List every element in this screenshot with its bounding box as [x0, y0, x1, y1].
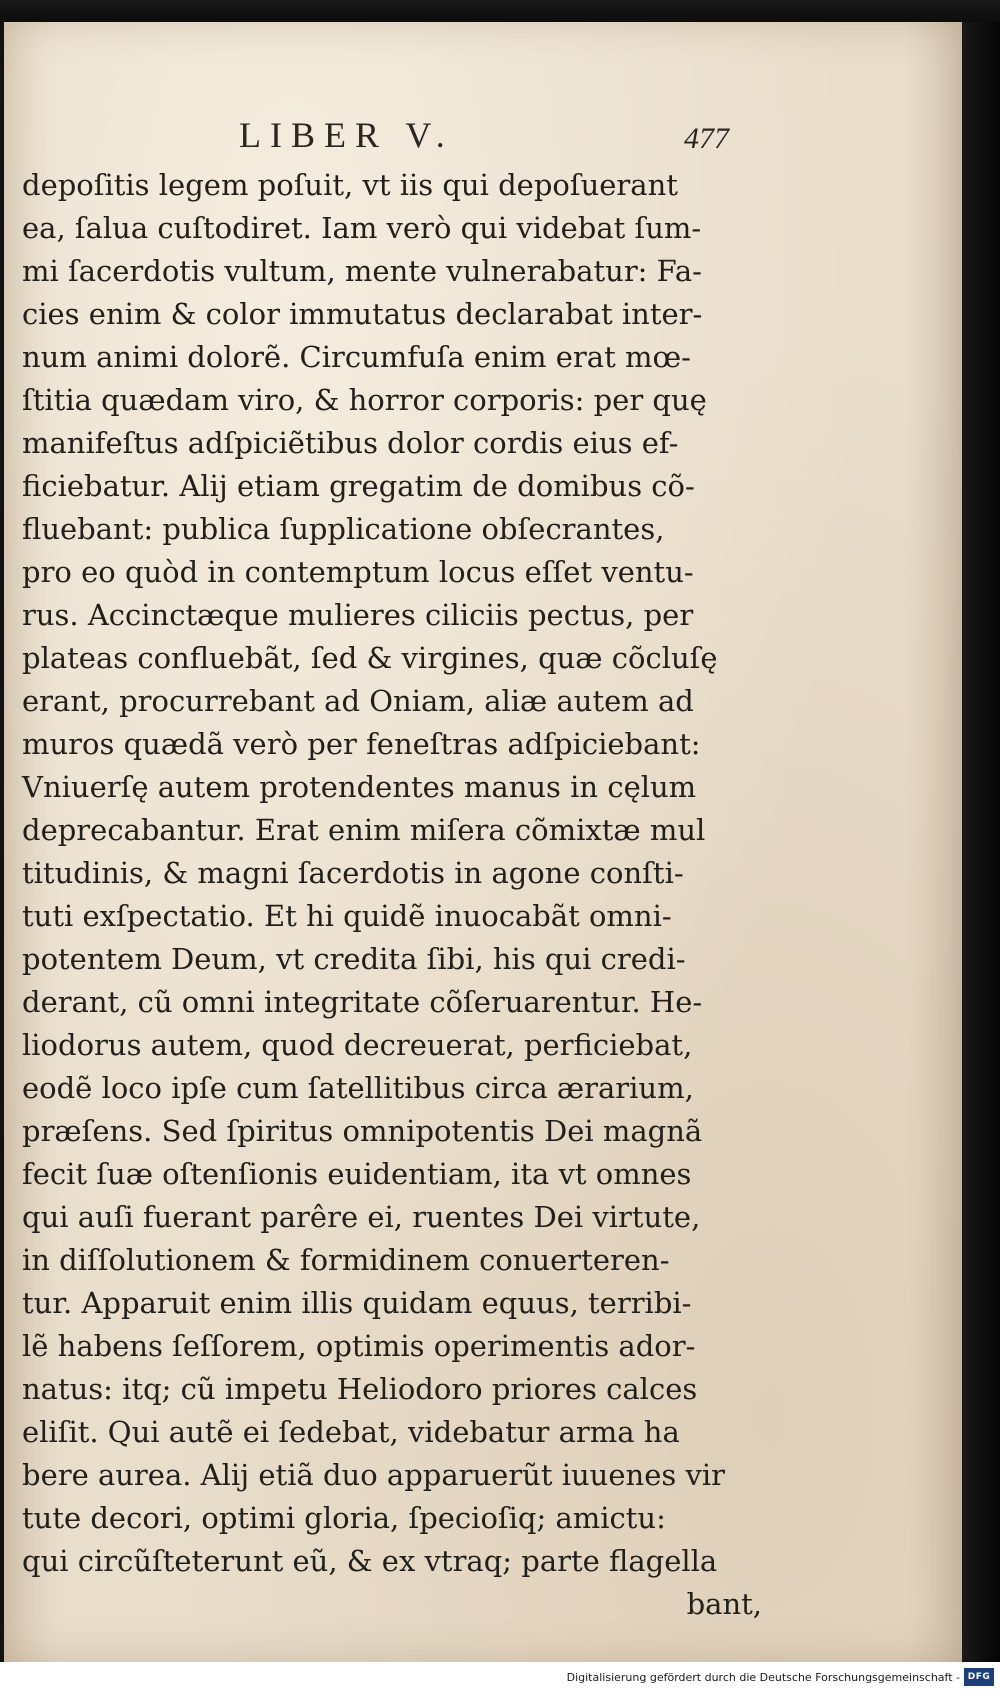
text-line: titudinis, & magni ſacerdotis in agone conſti-: [22, 856, 684, 890]
text-line: erant, procurrebant ad Oniam, aliæ autem ad: [22, 684, 694, 718]
body-text: [22, 164, 762, 1626]
text-line: plateas confluebãt, ſed & virgines, quæ cõcluſę: [22, 641, 718, 675]
running-head-title: LIBER V.: [239, 115, 454, 155]
text-line: ficiebatur. Alij etiam gregatim de domibus cõ-: [22, 469, 695, 503]
text-line: ſtitia quædam viro, & horror corporis: per quę: [22, 383, 707, 417]
book-page: [4, 22, 962, 1662]
text-line: num animi dolorẽ. Circumfuſa enim erat mœ-: [22, 340, 691, 374]
text-line: eodẽ loco ipſe cum ſatellitibus circa ærarium,: [22, 1071, 694, 1105]
text-line: bere aurea. Alij etiã duo apparuerũt iuuenes vir: [22, 1458, 725, 1492]
footer-credit: Digitalisierung gefördert durch die Deutsche Forschungsgemeinschaft -: [566, 1671, 960, 1684]
text-line: in diſſolutionem & formidinem conuerteren-: [22, 1243, 670, 1277]
text-line: qui auſi fuerant parêre ei, ruentes Dei virtute,: [22, 1200, 701, 1234]
text-line: tuti exſpectatio. Et hi quidẽ inuocabãt omni-: [22, 899, 672, 933]
text-line: tur. Apparuit enim illis quidam equus, terribi-: [22, 1286, 692, 1320]
text-line: tute decori, optimi gloria, ſpecioſiq; amictu:: [22, 1501, 666, 1535]
text-line: muros quædã verò per feneſtras adſpiciebant:: [22, 727, 701, 761]
text-line: pro eo quòd in contemptum locus eſſet ventu-: [22, 555, 694, 589]
text-line: cies enim & color immutatus declarabat inter-: [22, 297, 703, 331]
text-line: ea, ſalua cuſtodiret. Iam verò qui videbat ſum-: [22, 211, 702, 245]
text-line: rus. Accinctæque mulieres ciliciis pectus, per: [22, 598, 694, 632]
text-line: lẽ habens ſeſſorem, optimis operimentis ador-: [22, 1329, 696, 1363]
text-line: fecit ſuæ oſtenſionis euidentiam, ita vt omnes: [22, 1157, 692, 1191]
catchword: bant,: [686, 1587, 762, 1621]
page-number: 477: [684, 122, 729, 155]
text-line: derant, cũ omni integritate cõſeruarentur. He-: [22, 985, 703, 1019]
text-line: natus: itq; cũ impetu Heliodoro priores calces: [22, 1372, 698, 1406]
text-line: fluebant: publica ſupplicatione obſecrantes,: [22, 512, 665, 546]
text-line: deprecabantur. Erat enim miſera cõmixtæ mul: [22, 813, 706, 847]
text-line: mi ſacerdotis vultum, mente vulnerabatur: Fa-: [22, 254, 702, 288]
text-line: eliſit. Qui autẽ ei ſedebat, videbatur arma ha: [22, 1415, 680, 1449]
dfg-logo: DFG: [964, 1668, 994, 1686]
text-line: qui circũſteterunt eũ, & ex vtraq; parte flagella: [22, 1544, 718, 1578]
text-line: manifeſtus adſpiciẽtibus dolor cordis eius ef-: [22, 426, 679, 460]
text-line: potentem Deum, vt credita ſibi, his qui credi-: [22, 942, 686, 976]
scan-border-top: [0, 0, 1000, 22]
text-line: liodorus autem, quod decreuerat, perficiebat,: [22, 1028, 693, 1062]
text-line: depoſitis legem poſuit, vt iis qui depoſuerant: [22, 168, 678, 202]
scan-border-right: [962, 22, 1000, 1662]
digitization-footer: [0, 1662, 1000, 1698]
text-line: præſens. Sed ſpiritus omnipotentis Dei magnã: [22, 1114, 703, 1148]
text-line: Vniuerſę autem protendentes manus in cęlum: [22, 770, 697, 804]
